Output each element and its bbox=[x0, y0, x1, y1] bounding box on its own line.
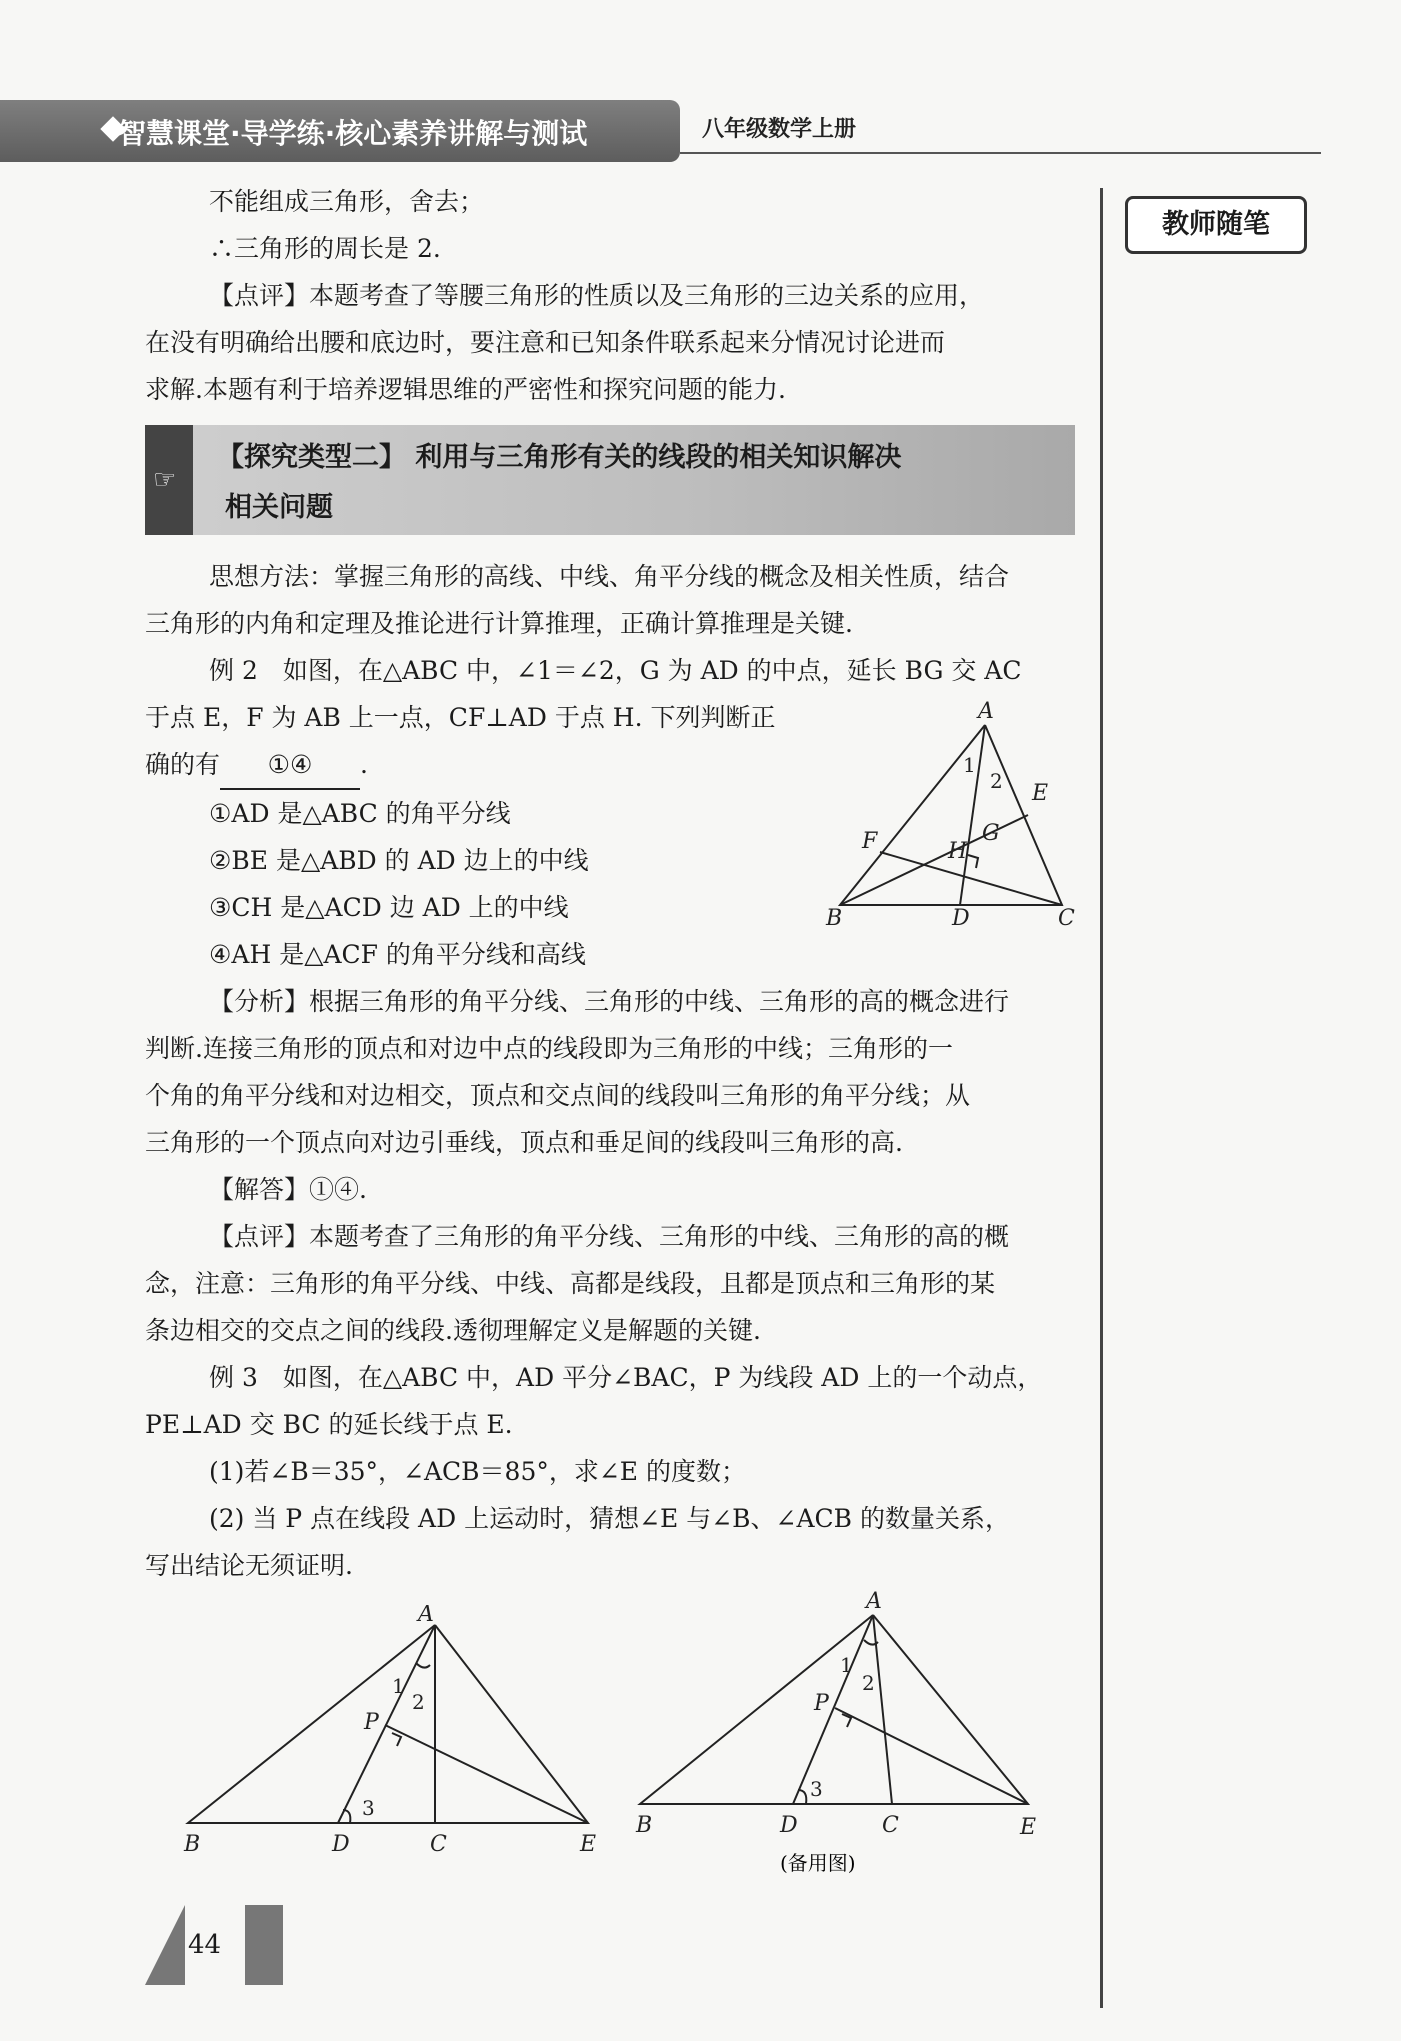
analysis-paragraph: 判断.连接三角形的顶点和对边中点的线段即为三角形的中线；三角形的一 bbox=[145, 1034, 953, 1063]
label-c: C bbox=[1058, 906, 1075, 930]
solution-line: 【解答】①④. bbox=[209, 1175, 367, 1204]
label-h: H bbox=[948, 839, 968, 864]
example-2-suffix: . bbox=[360, 750, 368, 779]
segment-pe bbox=[385, 1725, 588, 1823]
label-c: C bbox=[430, 1832, 447, 1857]
label-b: B bbox=[636, 1813, 653, 1838]
label-c: C bbox=[882, 1813, 899, 1838]
segment-ad bbox=[338, 1625, 435, 1823]
label-f: F bbox=[862, 829, 878, 854]
label-e: E bbox=[580, 1832, 597, 1857]
angle-2-label: 2 bbox=[412, 1690, 425, 1714]
answer-blank: ①④ bbox=[220, 741, 360, 790]
text-line: ∴三角形的周长是 2. bbox=[209, 234, 441, 263]
figure-spare bbox=[630, 1590, 1050, 1880]
question-2-cont: 写出结论无须证明. bbox=[145, 1551, 353, 1580]
right-angle-mark bbox=[392, 1733, 401, 1746]
analysis-paragraph: 【分析】根据三角形的角平分线、三角形的中线、三角形的高的概念进行 bbox=[209, 987, 1010, 1016]
example-2-line: 例 2 如图，在△ABC 中，∠1＝∠2，G 为 AD 的中点，延长 BG 交 AC bbox=[209, 656, 1022, 685]
comment-paragraph: 念，注意：三角形的角平分线、中线、高都是线段，且都是顶点和三角形的某 bbox=[145, 1269, 996, 1298]
label-a: A bbox=[418, 1605, 434, 1627]
analysis-paragraph: 个角的角平分线和对边相交，顶点和交点间的线段叫三角形的角平分线；从 bbox=[145, 1081, 971, 1110]
example-2-line: 于点 E，F 为 AB 上一点，CF⊥AD 于点 H. 下列判断正 bbox=[145, 703, 776, 732]
section-heading bbox=[145, 425, 1075, 535]
segment-cf bbox=[880, 852, 1062, 905]
angle-3-label: 3 bbox=[810, 1777, 823, 1801]
pointing-hand-icon: ☞ bbox=[153, 465, 177, 495]
method-paragraph: 思想方法：掌握三角形的高线、中线、角平分线的概念及相关性质，结合 bbox=[209, 562, 1010, 591]
comment-paragraph: 【点评】本题考查了等腰三角形的性质以及三角形的三边关系的应用， bbox=[209, 281, 985, 310]
angle-1-label: 1 bbox=[963, 753, 976, 777]
label-p: P bbox=[814, 1691, 829, 1716]
page-corner-decoration bbox=[145, 1905, 185, 1985]
label-p: P bbox=[364, 1710, 379, 1735]
angle-2-label: 2 bbox=[862, 1671, 875, 1695]
comment-paragraph: 【点评】本题考查了三角形的角平分线、三角形的中线、三角形的高的概 bbox=[209, 1222, 1010, 1251]
grade-label: 八年级数学上册 bbox=[702, 117, 857, 142]
angle-arc-3 bbox=[798, 1790, 806, 1804]
angle-3-label: 3 bbox=[362, 1796, 375, 1820]
text-line: 不能组成三角形，舍去； bbox=[209, 187, 485, 216]
triangle-abc bbox=[840, 725, 1062, 905]
label-d: D bbox=[780, 1813, 798, 1838]
section-title-cont: 相关问题 bbox=[225, 492, 333, 523]
label-d: D bbox=[332, 1832, 350, 1857]
page-number: 44 bbox=[188, 1930, 222, 1960]
option-item: ②BE 是△ABD 的 AD 边上的中线 bbox=[209, 846, 589, 875]
angle-2-label: 2 bbox=[990, 769, 1003, 793]
label-a: A bbox=[866, 1590, 882, 1614]
label-g: G bbox=[982, 821, 1000, 846]
label-e: E bbox=[1032, 781, 1049, 806]
angle-1-label: 1 bbox=[392, 1674, 405, 1698]
example-2-prefix: 确的有 bbox=[145, 750, 221, 779]
question-2: (2) 当 P 点在线段 AD 上运动时，猜想∠E 与∠B、∠ACB 的数量关系， bbox=[209, 1504, 1010, 1533]
header-rule bbox=[680, 152, 1321, 154]
comment-paragraph: 条边相交的交点之间的线段.透彻理解定义是解题的关键. bbox=[145, 1316, 761, 1345]
angle-arc-1 bbox=[416, 1663, 430, 1668]
label-a: A bbox=[978, 700, 994, 724]
section-title: 【探究类型二】 利用与三角形有关的线段的相关知识解决 bbox=[217, 442, 902, 473]
option-item: ④AH 是△ACF 的角平分线和高线 bbox=[209, 940, 586, 969]
right-angle-mark bbox=[968, 855, 978, 868]
option-item: ①AD 是△ABC 的角平分线 bbox=[209, 799, 511, 828]
label-b: B bbox=[184, 1832, 201, 1857]
label-e: E bbox=[1020, 1815, 1037, 1840]
book-title: 智慧课堂·导学练·核心素养讲解与测试 bbox=[118, 117, 588, 150]
figure-example-3 bbox=[180, 1605, 600, 1865]
comment-paragraph: 求解.本题有利于培养逻辑思维的严密性和探究问题的能力. bbox=[145, 375, 786, 404]
option-item: ③CH 是△ACD 边 AD 上的中线 bbox=[209, 893, 569, 922]
label-b: B bbox=[826, 906, 843, 930]
angle-1-label: 1 bbox=[840, 1653, 853, 1677]
figure-example-2 bbox=[820, 700, 1090, 930]
question-1: (1)若∠B＝35°，∠ACB＝85°，求∠E 的度数； bbox=[209, 1457, 747, 1486]
segment-pe bbox=[835, 1708, 1028, 1804]
comment-paragraph: 在没有明确给出腰和底边时，要注意和已知条件联系起来分情况讨论进而 bbox=[145, 328, 946, 357]
notes-column bbox=[1100, 188, 1383, 2008]
teacher-notes-badge: 教师随笔 bbox=[1125, 196, 1307, 254]
segment-ad bbox=[793, 1615, 873, 1804]
method-paragraph: 三角形的内角和定理及推论进行计算推理，正确计算推理是关键. bbox=[145, 609, 853, 638]
figure-caption: (备用图) bbox=[780, 1851, 856, 1875]
example-3-line: PE⊥AD 交 BC 的延长线于点 E. bbox=[145, 1410, 513, 1439]
example-3-line: 例 3 如图，在△ABC 中，AD 平分∠BAC，P 为线段 AD 上的一个动点， bbox=[209, 1363, 1043, 1392]
label-d: D bbox=[952, 906, 970, 930]
analysis-paragraph: 三角形的一个顶点向对边引垂线，顶点和垂足间的线段叫三角形的高. bbox=[145, 1128, 903, 1157]
page-number-block bbox=[245, 1905, 283, 1985]
